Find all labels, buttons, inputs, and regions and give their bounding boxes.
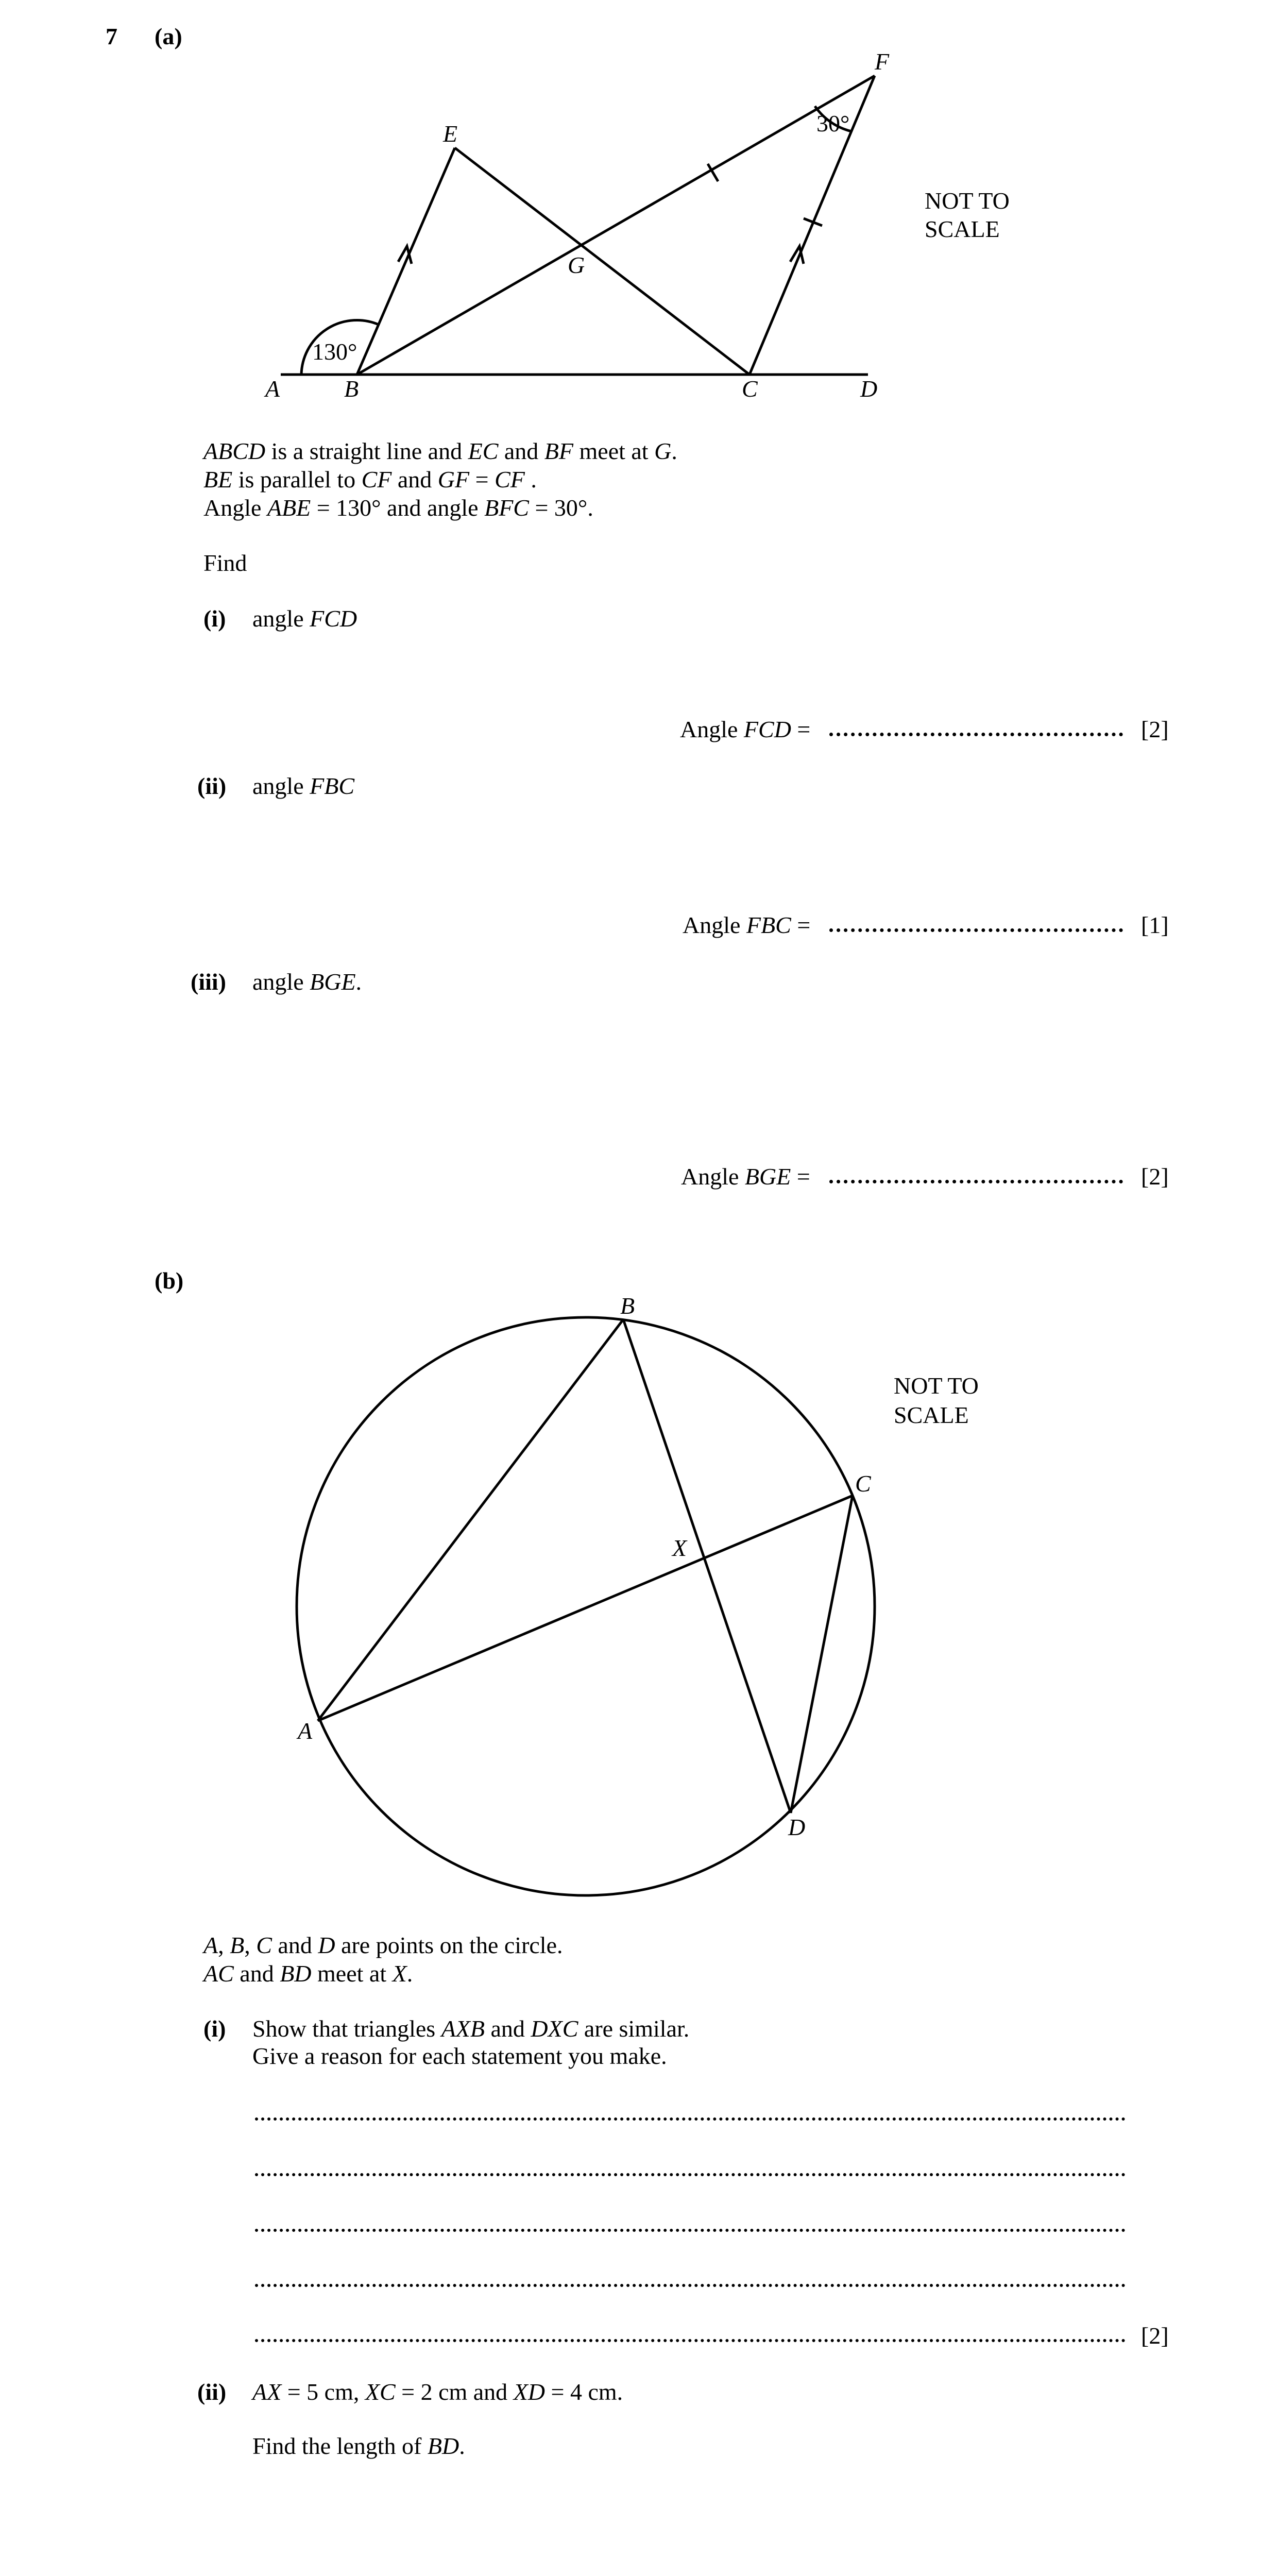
find-label: Find (203, 550, 247, 576)
point-g-label: G (568, 252, 585, 278)
item-b-i-line1: Show that triangles AXB and DXC are similar. (252, 2015, 690, 2042)
figure-a-lines (281, 76, 875, 375)
line-ac (318, 1496, 853, 1721)
answer-a-ii-label: Angle FBC = (683, 912, 811, 938)
point-d-label: D (860, 376, 878, 402)
not-to-scale-a-line1: NOT TO (925, 188, 1010, 214)
working-line-2[interactable] (255, 2173, 1126, 2176)
angle-bfc-label: 30° (816, 110, 850, 137)
point-a-label-b: A (298, 1718, 313, 1744)
item-a-ii-text: angle FBC (252, 773, 355, 799)
line-be (357, 148, 455, 375)
line-cd (791, 1496, 853, 1813)
part-a-label: (a) (155, 23, 182, 49)
item-a-i-number: (i) (203, 605, 226, 632)
marks-b-i: [2] (1141, 2323, 1169, 2349)
answer-a-i-field[interactable] (829, 733, 1123, 736)
marks-a-i: [2] (1141, 716, 1169, 742)
item-a-ii-number: (ii) (197, 773, 227, 799)
part-b-label: (b) (155, 1267, 184, 1294)
statement-b-1: A, B, C and D are points on the circle. (203, 1932, 563, 1958)
question-number: 7 (106, 23, 117, 49)
angle-abe-label: 130° (312, 338, 357, 365)
point-f-label: F (875, 48, 890, 75)
working-line-3[interactable] (255, 2229, 1126, 2232)
point-c-label: C (742, 376, 758, 402)
line-bf (357, 76, 875, 375)
item-a-i-text: angle FCD (252, 605, 357, 632)
statement-a-2: BE is parallel to CF and GF = CF . (203, 466, 537, 493)
arrow-be (398, 246, 412, 264)
tick-gf (708, 164, 718, 181)
not-to-scale-b-line2: SCALE (894, 1402, 969, 1428)
item-b-ii-line1: AX = 5 cm, XC = 2 cm and XD = 4 cm. (252, 2379, 623, 2405)
point-e-label: E (443, 121, 458, 147)
answer-a-iii-field[interactable] (829, 1180, 1123, 1183)
statement-a-1: ABCD is a straight line and EC and BF meet at G. (203, 438, 677, 464)
tick-cf (804, 218, 822, 226)
item-b-ii-number: (ii) (197, 2379, 227, 2405)
line-ec (455, 148, 749, 375)
not-to-scale-b-line1: NOT TO (894, 1372, 979, 1399)
answer-a-iii-label: Angle BGE = (681, 1163, 810, 1190)
answer-a-i-label: Angle FCD = (680, 716, 811, 742)
line-ab (318, 1319, 623, 1721)
answer-a-ii-field[interactable] (829, 928, 1123, 932)
point-c-label-b: C (855, 1470, 871, 1497)
figure-b-lines (297, 1317, 875, 1895)
item-b-i-number: (i) (203, 2015, 226, 2042)
marks-a-ii: [1] (1141, 912, 1169, 938)
angle-arc-abe (301, 320, 379, 375)
circle (297, 1317, 875, 1895)
point-b-label: B (344, 376, 359, 402)
point-d-label-b: D (788, 1814, 806, 1840)
angle-arc-bfc (815, 106, 851, 131)
line-bd (623, 1319, 791, 1813)
item-b-ii-line2: Find the length of BD. (252, 2433, 465, 2459)
point-x-label-b: X (672, 1535, 687, 1561)
working-line-5[interactable] (255, 2339, 1126, 2342)
item-b-i-line2: Give a reason for each statement you make. (252, 2043, 667, 2069)
item-a-iii-text: angle BGE. (252, 969, 362, 995)
line-cf (749, 76, 875, 375)
statement-a-3: Angle ABE = 130° and angle BFC = 30°. (203, 495, 593, 521)
item-a-iii-number: (iii) (191, 969, 226, 995)
point-b-label-b: B (620, 1293, 635, 1319)
point-a-label: A (265, 376, 280, 402)
marks-a-iii: [2] (1141, 1163, 1169, 1190)
statement-b-2: AC and BD meet at X. (203, 1960, 413, 1987)
not-to-scale-a-line2: SCALE (925, 216, 1000, 242)
arrow-cf (790, 246, 804, 264)
working-line-1[interactable] (255, 2117, 1126, 2121)
working-line-4[interactable] (255, 2284, 1126, 2287)
